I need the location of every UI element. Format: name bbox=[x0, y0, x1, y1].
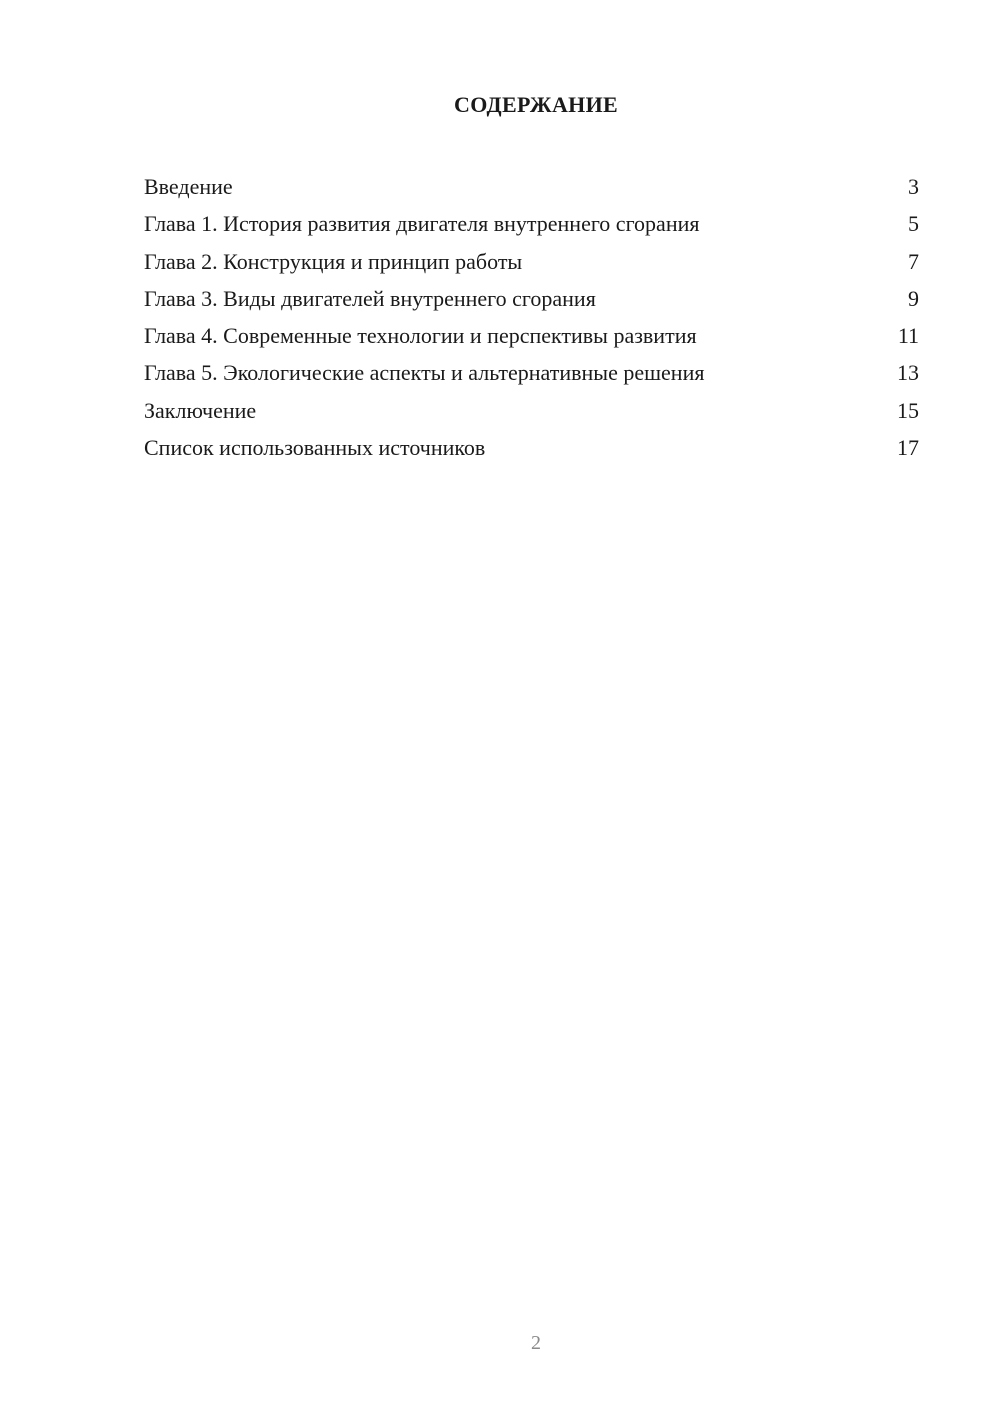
toc-entry-page: 15 bbox=[897, 397, 919, 423]
toc-entry-label: Заключение bbox=[144, 397, 257, 423]
toc-entry-label: Введение bbox=[144, 174, 233, 199]
toc-entry-chapter-1[interactable] bbox=[144, 205, 919, 242]
toc-entry-page: 17 bbox=[897, 435, 919, 461]
toc-entry-page: 11 bbox=[897, 323, 919, 349]
toc-entry-label: Глава 2. Конструкция и принцип работы bbox=[144, 248, 523, 274]
toc-entry-label: Глава 1. История развития двигателя внутреннего сгорания bbox=[144, 211, 700, 237]
toc-entry-references[interactable] bbox=[144, 429, 919, 466]
toc-entry-introduction[interactable] bbox=[144, 168, 919, 205]
toc-entry-chapter-2[interactable] bbox=[144, 243, 919, 280]
toc-entry-chapter-5[interactable] bbox=[144, 354, 919, 391]
toc-entry-page: 3 bbox=[908, 174, 919, 199]
toc-entry-label: Глава 5. Экологические аспекты и альтернативные решения bbox=[144, 360, 705, 386]
toc-entry-label: Список использованных источников bbox=[144, 435, 486, 461]
toc-entry-label: Глава 4. Современные технологии и перспективы развития bbox=[144, 323, 697, 349]
page-title: СОДЕРЖАНИЕ bbox=[454, 92, 618, 117]
toc-entry-page: 5 bbox=[908, 211, 919, 237]
table-of-contents bbox=[144, 168, 919, 466]
toc-entry-page: 13 bbox=[897, 360, 919, 386]
toc-entry-page: 9 bbox=[908, 285, 919, 311]
toc-entry-chapter-3[interactable] bbox=[144, 280, 919, 317]
toc-entry-conclusion[interactable] bbox=[144, 392, 919, 429]
toc-entry-chapter-4[interactable] bbox=[144, 317, 919, 354]
toc-entry-label: Глава 3. Виды двигателей внутреннего сгорания bbox=[144, 285, 596, 311]
page-number: 2 bbox=[531, 1332, 541, 1354]
toc-entry-page: 7 bbox=[908, 248, 919, 274]
